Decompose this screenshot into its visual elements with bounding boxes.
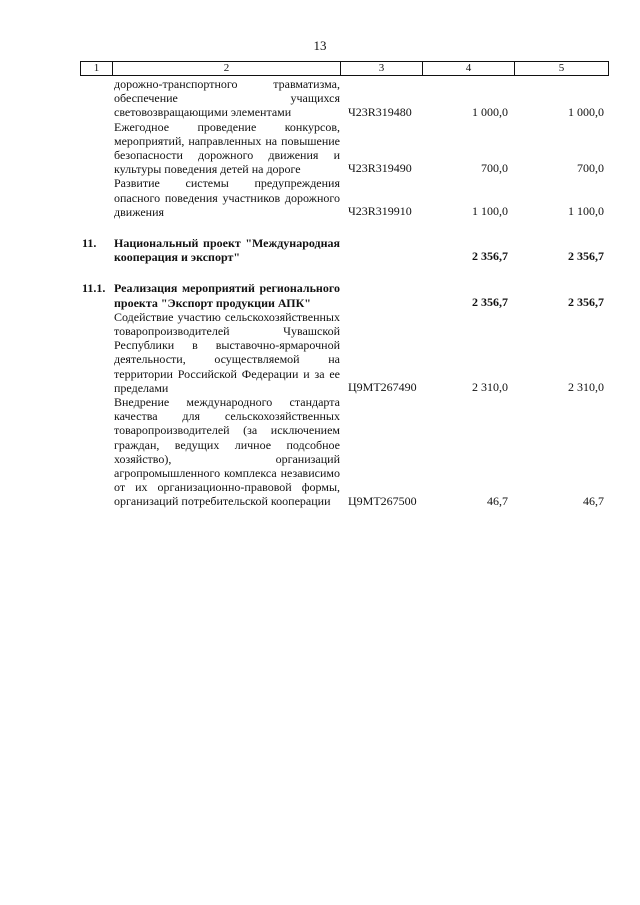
row-value-col4: 2 356,7	[472, 249, 508, 264]
row-description: Развитие системы предупреждения опасного поведения участников дорожного движения	[114, 176, 340, 219]
row-description: Ежегодное проведение конкурсов, мероприятий, направленных на повышение безопасности дорожного движения и культуры поведения детей на дороге	[114, 119, 340, 177]
row-value-col5: 700,0	[577, 161, 604, 176]
row-value-col5: 2 310,0	[568, 380, 604, 395]
row-value-col5: 1 100,0	[568, 204, 604, 219]
row-description: дорожно-транспортного травматизма, обеспечение учащихся световозвращающими элементами	[114, 77, 340, 120]
row-code	[340, 236, 422, 264]
column-header-2: 2	[113, 62, 341, 76]
page-number: 13	[313, 38, 327, 53]
table-row	[80, 310, 608, 395]
row-value-col4: 46,7	[487, 493, 508, 508]
row-value-col4: 1 000,0	[472, 104, 508, 119]
row-value-col5: 46,7	[583, 493, 604, 508]
row-value-col5: 2 356,7	[568, 294, 604, 309]
column-header-4: 4	[423, 62, 515, 76]
row-description: Внедрение международного стандарта качества для сельскохозяйственных товаропроизводителей (за исключением граждан, ведущих личное подсобное хозяйство), организаций агропромышленного комплекса независимо от их организационно-правовой формы, организаций потребительской кооперации	[114, 395, 340, 509]
budget-table-body	[80, 77, 608, 509]
row-code	[340, 281, 422, 309]
row-value-col5: 1 000,0	[568, 104, 604, 119]
row-value-col4: 700,0	[481, 161, 508, 176]
table-row	[80, 120, 608, 177]
column-header-5: 5	[515, 62, 609, 76]
table-row	[80, 176, 608, 219]
row-code: Ц9МТ267490	[348, 380, 417, 395]
column-number-header	[80, 61, 609, 76]
row-code: Ц9МТ267500	[348, 493, 417, 508]
row-number	[80, 310, 112, 395]
row-description: Содействие участию сельскохозяйственных товаропроизводителей Чувашской Республики в выставочно-ярмарочной деятельности, осуществляемой на территории Российской Федерации и за ее пределами	[114, 309, 340, 395]
row-description: Национальный проект "Международная кооперация и экспорт"	[114, 236, 340, 265]
row-number: 11.	[82, 236, 97, 251]
row-value-col4: 1 100,0	[472, 204, 508, 219]
row-value-col4: 2 356,7	[472, 294, 508, 309]
column-header-1: 1	[81, 62, 113, 76]
row-number	[80, 395, 112, 509]
row-number: 11.1.	[82, 281, 106, 296]
row-value-col5: 2 356,7	[568, 249, 604, 264]
row-number	[80, 176, 112, 219]
table-row-subsection	[80, 281, 608, 309]
row-number	[80, 77, 112, 120]
table-row-section	[80, 236, 608, 264]
row-code: Ч23R319490	[348, 161, 412, 176]
row-description: Реализация мероприятий регионального проекта "Экспорт продукции АПК"	[114, 281, 340, 310]
row-value-col4: 2 310,0	[472, 380, 508, 395]
row-code: Ч23R319480	[348, 104, 412, 119]
column-header-3: 3	[341, 62, 423, 76]
table-row	[80, 77, 608, 120]
row-number	[80, 120, 112, 177]
row-code: Ч23R319910	[348, 204, 412, 219]
table-row	[80, 395, 608, 509]
